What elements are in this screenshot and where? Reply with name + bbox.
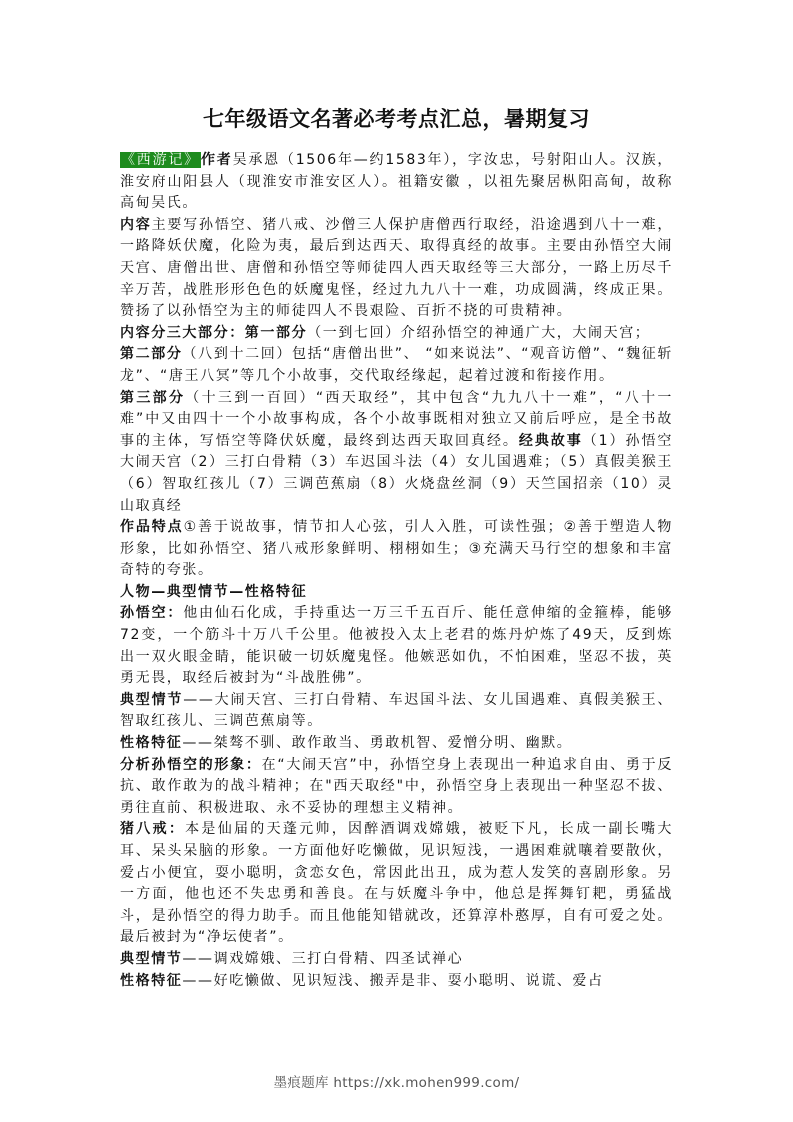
classic-stories-text: （1）孙悟空大闹天宫（2）三打白骨精（3）车迟国斗法（4）女儿国遇难；（5）真假美猴王（6）智取红孩儿（7）三调芭蕉扇（8）火烧盘丝洞（9）天竺国招亲（10）灵山取真经 <box>120 432 674 514</box>
content-label: 内容 <box>120 216 152 233</box>
sun-wukong-label: 孙悟空： <box>120 605 184 622</box>
zhu-bajie-traits-label: 性格特征 <box>120 972 183 989</box>
sun-wukong-plots-text: ——大闹天宫、三打白骨精、车迟国斗法、女儿国遇难、真假美猴王、智取红孩儿、三调芭蕉扇等。 <box>120 691 673 730</box>
sun-wukong-plots-label: 典型情节 <box>120 691 184 708</box>
paragraph-content <box>120 215 673 323</box>
features-text: ①善于说故事，情节扣人心弦，引人入胜，可读性强；②善于塑造人物形象，比如孙悟空、猪八戒形象鲜明、栩栩如生；③充满天马行空的想象和丰富奇特的夸张。 <box>120 519 674 579</box>
analysis-text: 在“大闹天宫”中，孙悟空身上表现出一种追求自由、勇于反抗、敢作敢为的战斗精神；在"西天取经"中，孙悟空身上表现出一种坚忍不拔、勇往直前、积极进取、永不妥协的理想主义精神。 <box>120 756 673 816</box>
paragraph-zhu-bajie <box>120 819 673 949</box>
part-two-text: （八到十二回）包括“唐僧出世”、 “如来说法”、“观音访僧”、“魏征斩龙”、“唐王八冥”等几个小故事，交代取经缘起，起着过渡和衔接作用。 <box>120 346 673 384</box>
part-two-label: 第二部分 <box>120 346 183 363</box>
part-one-text: （一到七回）介绍孙悟空的神通广大，大闹天宫； <box>307 324 651 341</box>
classic-stories-label: 经典故事 <box>518 432 583 449</box>
footer-watermark: 墨痕题库 https://xk.mohen999.com/ <box>273 1075 520 1091</box>
page-title: 七年级语文名著必考考点汇总，暑期复习 <box>203 107 590 131</box>
zhu-bajie-plots-text: ——调戏嫦娥、三打白骨精、四圣试禅心 <box>182 950 464 967</box>
paragraph-part-two <box>120 344 673 387</box>
paragraph-sun-wukong-plots <box>120 690 673 733</box>
paragraph-author <box>120 150 673 215</box>
paragraph-part-three <box>120 388 673 518</box>
author-text: 吴承恩（1506年—约1583年），字汝忠，号射阳山人。汉族，淮安府山阳县人（现淮安市淮安区人）。祖籍安徽 ，以祖先聚居枞阳高甸，故称高甸吴氏。 <box>120 152 674 212</box>
zhu-bajie-label: 猪八戒： <box>120 821 186 838</box>
paragraph-zhu-bajie-traits <box>120 971 673 993</box>
paragraph-features <box>120 517 673 582</box>
characters-heading: 人物—典型情节—性格特征 <box>120 583 308 600</box>
document-body <box>120 150 673 992</box>
paragraph-zhu-bajie-plots <box>120 949 673 971</box>
sun-wukong-traits-label: 性格特征 <box>120 735 183 752</box>
paragraph-sun-wukong-analysis <box>120 755 673 820</box>
book-title-highlight: 《西游记》 <box>121 152 200 168</box>
analysis-label: 分析孙悟空的形象： <box>120 756 262 773</box>
zhu-bajie-text: 本是仙届的天蓬元帅，因醉酒调戏嫦娥，被贬下凡，长成一副长嘴大耳、呆头呆脑的形象。一方面他好吃懒做，见识短浅，一遇困难就嚷着要散伙，爱占小便宜，耍小聪明，贪恋女色，常因此出丑，成为惹人发笑的喜剧形象。另一方面，他也还不失忠勇和善良。在与妖魔斗争中，他总是挥舞钉耙，勇猛战斗，是孙悟空的得力助手。而且他能知错就改，还算淳朴憨厚，自有可爱之处。最后被封为“净坛使者”。 <box>120 821 673 946</box>
paragraph-sun-wukong-traits <box>120 733 673 755</box>
section-heading-characters <box>120 582 673 604</box>
part-three-text: （十三到一百回）“西天取经”，其中包含“九九八十一难”，“八十一难”中又由四十一个小故事构成，各个小故事既相对独立又前后呼应，是全书故事的主体，写悟空等降伏妖魔，最终到达西天取回真经。 <box>120 389 673 449</box>
sun-wukong-text: 他由仙石化成，手持重达一万三千五百斤、能任意伸缩的金箍棒，能够72变，一个筋斗十万八千公里。他被投入太上老君的炼丹炉炼了49天，反到炼出一双火眼金睛，能识破一切妖魔鬼怪。他嫉恶如仇，不怕困难，坚忍不拔，英勇无畏，取经后被封为“斗战胜佛”。 <box>120 605 673 687</box>
features-label: 作品特点 <box>120 519 184 536</box>
sun-wukong-traits-text: ——桀骜不驯、敢作敢当、勇敢机智、爱憎分明、幽默。 <box>182 735 573 752</box>
zhu-bajie-traits-text: ——好吃懒做、见识短浅、搬弄是非、耍小聪明、说谎、爱占 <box>182 972 604 989</box>
zhu-bajie-plots-label: 典型情节 <box>120 950 183 967</box>
part-one-label: 内容分三大部分：第一部分 <box>120 324 308 341</box>
content-text: 主要写孙悟空、猪八戒、沙僧三人保护唐僧西行取经，沿途遇到八十一难，一路降妖伏魔，化险为夷，最后到达西天、取得真经的故事。主要由孙悟空大闹天宫、唐僧出世、唐僧和孙悟空等师徒四人西天取经等三大部分，一路上历尽千辛万苦，战胜形形色色的妖魔鬼怪，经过九九八十一难，功成圆满，终成正果。赞扬了以孙悟空为主的师徒四人不畏艰险、百折不挠的可贵精神。 <box>120 216 673 320</box>
author-label: 作者 <box>200 152 233 168</box>
paragraph-sun-wukong <box>120 603 673 689</box>
paragraph-part-one <box>120 323 673 345</box>
part-three-label: 第三部分 <box>120 389 186 406</box>
